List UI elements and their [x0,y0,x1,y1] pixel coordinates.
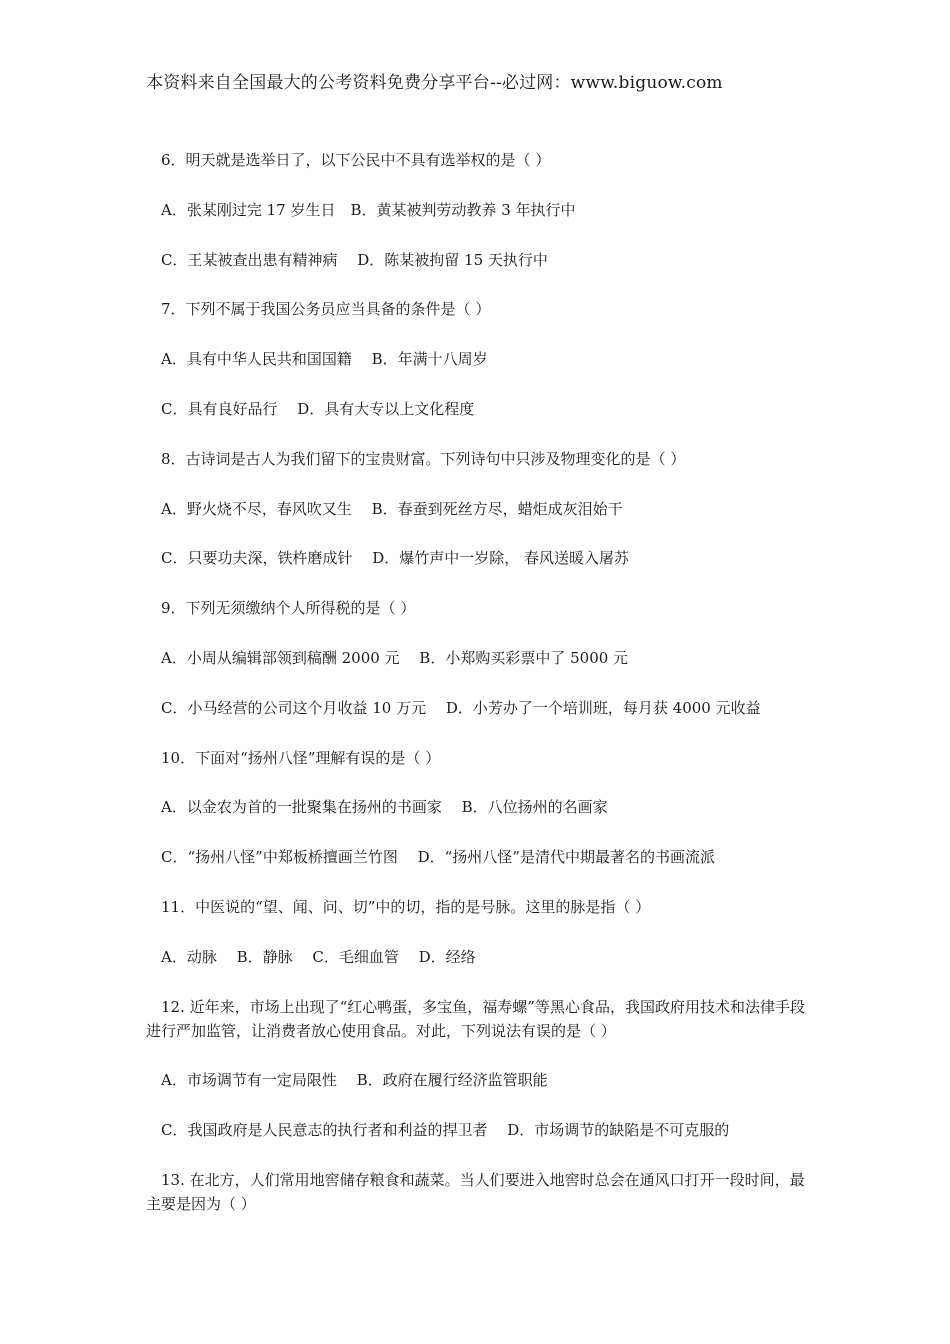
question-11-options: A．动脉 B．静脉 C．毛细血管 D．经络 [161,947,476,966]
question-13: 13. 在北方，人们常用地窖储存粮食和蔬菜。当人们要进入地窖时总会在通风口打开一段时间，最主要是因为（ ） [146,1170,805,1213]
question-6-options-ab: A．张某刚过完 17 岁生日 B．黄某被判劳动教养 3 年执行中 [161,200,576,219]
question-8-options-ab: A．野火烧不尽，春风吹又生 B．春蚕到死丝方尽，蜡炬成灰泪始干 [161,499,623,518]
question-12: 12. 近年来，市场上出现了“红心鸭蛋，多宝鱼，福寿螺”等黑心食品，我国政府用技术和法律手段进行严加监管，让消费者放心使用食品。对此，下列说法有误的是（ ） [146,997,805,1040]
question-8-options-cd: C．只要功夫深，铁杵磨成针 D．爆竹声中一岁除， 春风送暖入屠苏 [161,549,630,568]
question-10-options-ab: A．以金农为首的一批聚集在扬州的书画家 B．八位扬州的名画家 [161,798,608,817]
question-7-options-ab: A．具有中华人民共和国国籍 B．年满十八周岁 [161,350,488,369]
question-10-options-cd: C．“扬州八怪”中郑板桥擅画兰竹图 D．“扬州八怪”是清代中期最著名的书画流派 [161,848,715,867]
question-10: 10．下面对“扬州八怪”理解有误的是（ ） [161,748,441,767]
question-7: 7．下列不属于我国公务员应当具备的条件是（ ） [161,300,491,319]
question-12-options-cd: C．我国政府是人民意志的执行者和利益的捍卫者 D．市场调节的缺陷是不可克服的 [161,1121,730,1140]
question-8: 8．古诗词是古人为我们留下的宝贵财富。下列诗句中只涉及物理变化的是（ ） [161,449,686,468]
question-6: 6．明天就是选举日了，以下公民中不具有选举权的是（ ） [161,151,551,169]
question-12-options-ab: A．市场调节有一定局限性 B．政府在履行经济监管职能 [161,1071,548,1090]
question-9-options-ab: A．小周从编辑部领到稿酬 2000 元 B．小郑购买彩票中了 5000 元 [161,648,629,667]
question-11: 11．中医说的“望、闻、问、切”中的切，指的是号脉。这里的脉是指（ ） [161,897,651,916]
question-9: 9．下列无须缴纳个人所得税的是（ ） [161,599,416,618]
question-7-options-cd: C．具有良好品行 D．具有大专以上文化程度 [161,399,475,418]
question-9-options-cd: C．小马经营的公司这个月收益 10 万元 D．小芳办了一个培训班，每月获 4000 元收益 [161,698,761,717]
page-header: 本资料来自全国最大的公考资料免费分享平台--必过网：www.biguow.com [146,73,723,93]
question-6-options-cd: C．王某被查出患有精神病 D．陈某被拘留 15 天执行中 [161,250,548,269]
question-content [146,148,812,1242]
